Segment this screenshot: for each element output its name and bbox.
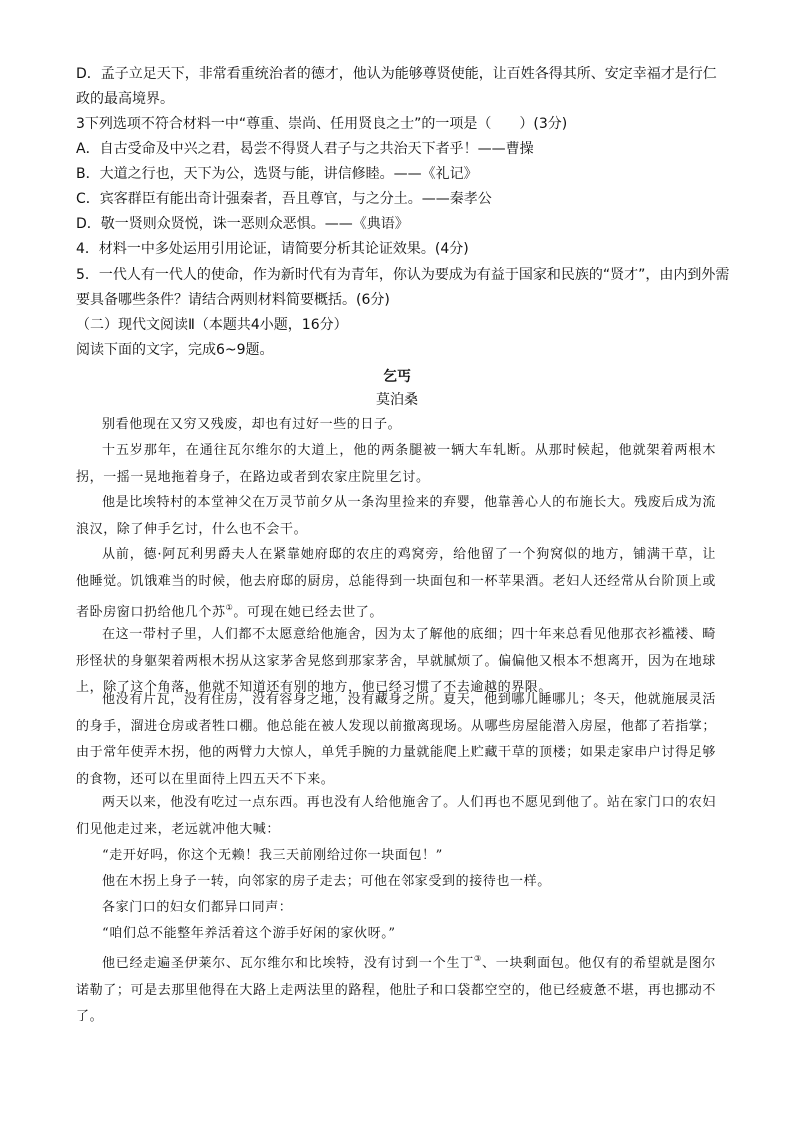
question-5-line2: 要具备哪些条件？请结合两则材料简要概括。(6分) — [76, 292, 390, 308]
q3-option-b: B．大道之行也，天下为公，选贤与能，讲信修睦。——《礼记》 — [76, 166, 478, 182]
question-4: 4．材料一中多处运用引用论证，请简要分析其论证效果。(4分) — [76, 241, 469, 257]
paragraph-2: 十五岁那年，在通往瓦尔维尔的大道上，他的两条腿被一辆大车轧断。从那时候起，他就架着两根木拐，一摇一晃地拖着身子，在路边或者到农家庄院里乞讨。 — [76, 443, 716, 485]
paragraph-5: 在这一带村子里，人们都不太愿意给他施舍，因为太了解他的底细；四十年来总看见他那衣衫褴褛、畸形怪状的身躯架着两根木拐从这家茅舍晃悠到那家茅舍，早就腻烦了。偏偏他又根本不想离开，因为在地球上，除了这个角落，他就不知道还有别的地方，他已经习惯了不去逾越的界限。 — [76, 627, 716, 695]
q2-option-d: D．孟子立足天下，非常看重统治者的德才，他认为能够尊贤使能，让百姓各得其所、安定幸福才是行仁 — [76, 66, 717, 82]
paragraph-4-tail: 。可现在她已经去世了。 — [233, 605, 383, 620]
paragraph-10 — [76, 946, 716, 1031]
paragraph-9: 各家门口的妇女们都异口同声： — [102, 900, 293, 915]
paragraph-3: 他是比埃特村的本堂神父在万灵节前夕从一条沟里捡来的弃婴，他靠善心人的布施长大。残废后成为流浪汉，除了伸手乞讨，什么也不会干。 — [76, 495, 716, 537]
section-heading: （二）现代文阅读Ⅱ（本题共4小题，16分） — [76, 317, 348, 333]
q3-option-a: A．自古受命及中兴之君，曷尝不得贤人君子与之共治天下者乎！——曹操 — [76, 141, 534, 157]
section-instruction: 阅读下面的文字，完成6~9题。 — [76, 342, 274, 358]
story-author: 莫泊桑 — [376, 392, 418, 408]
paragraph-7: 两天以来，他没有吃过一点东西。再也没有人给他施舍了。人们再也不愿见到他了。站在家门口的农妇们见他走过来，老远就冲他大喊： — [76, 795, 716, 837]
footnote-mark-3: ③ — [474, 954, 482, 963]
q3-option-c: C．宾客群臣有能出奇计强秦者，吾且尊官，与之分土。——秦孝公 — [76, 191, 492, 207]
dialogue-1: “走开好吗，你这个无赖！我三天前刚给过你一块面包！” — [102, 848, 443, 863]
paragraph-4-text: 从前，德·阿瓦利男爵夫人在紧靠她府邸的农庄的鸡窝旁，给他留了一个狗窝似的地方，铺满干草，让他睡觉。饥饿难当的时候，他去府邸的厨房，总能得到一块面包和一杯苹果酒。老妇人还经常从台阶顶上或者卧房窗口扔给他几个苏 — [76, 547, 716, 620]
dialogue-2: “咱们总不能整年养活着这个游手好闲的家伙呀。” — [102, 926, 396, 941]
q2-option-d-cont: 政的最高境界。 — [76, 91, 174, 107]
paragraph-6: 他没有片瓦，没有住房，没有容身之地，没有藏身之所。夏天，他到哪儿睡哪儿；冬天，他就施展灵活的身手，溜进仓房或者牲口棚。他总能在被人发现以前撤离现场。从哪些房屋能潜入房屋，他都了若指掌；由于常年使弄木拐，他的两臂力大惊人，单凭手腕的力量就能爬上贮藏干草的顶楼；如果走家串户讨得足够的食物，还可以在里面待上四五天不下来。 — [76, 692, 716, 787]
question-5-line1: 5．一代人有一代人的使命，作为新时代有为青年，你认为要成为有益于国家和民族的“贤才”，由内到外需 — [76, 267, 730, 283]
paragraph-4 — [76, 542, 716, 627]
q3-option-d: D．敬一贤则众贤悦，诛一恶则众恶惧。——《典语》 — [76, 216, 409, 232]
paragraph-10-tail: 、一块剩面包。他仅有的希望就是图尔诺勒了；可是去那里他得在大路上走两法里的路程，他肚子和口袋都空空的，他已经疲惫不堪，再也挪动不了。 — [76, 956, 716, 1024]
paragraph-8: 他在木拐上身子一转，向邻家的房子走去；可他在邻家受到的接待也一样。 — [102, 874, 551, 889]
q3-stem: 3下列选项不符合材料一中“尊重、崇尚、任用贤良之士”的一项是（ ）(3分) — [76, 116, 568, 132]
paragraph-10-text: 他已经走遍圣伊莱尔、瓦尔维尔和比埃特，没有讨到一个生丁 — [102, 956, 474, 971]
footnote-mark-1: ① — [225, 603, 234, 612]
story-title: 乞丐 — [383, 369, 411, 385]
paragraph-1: 别看他现在又穷又残废，却也有过好一些的日子。 — [102, 417, 402, 432]
